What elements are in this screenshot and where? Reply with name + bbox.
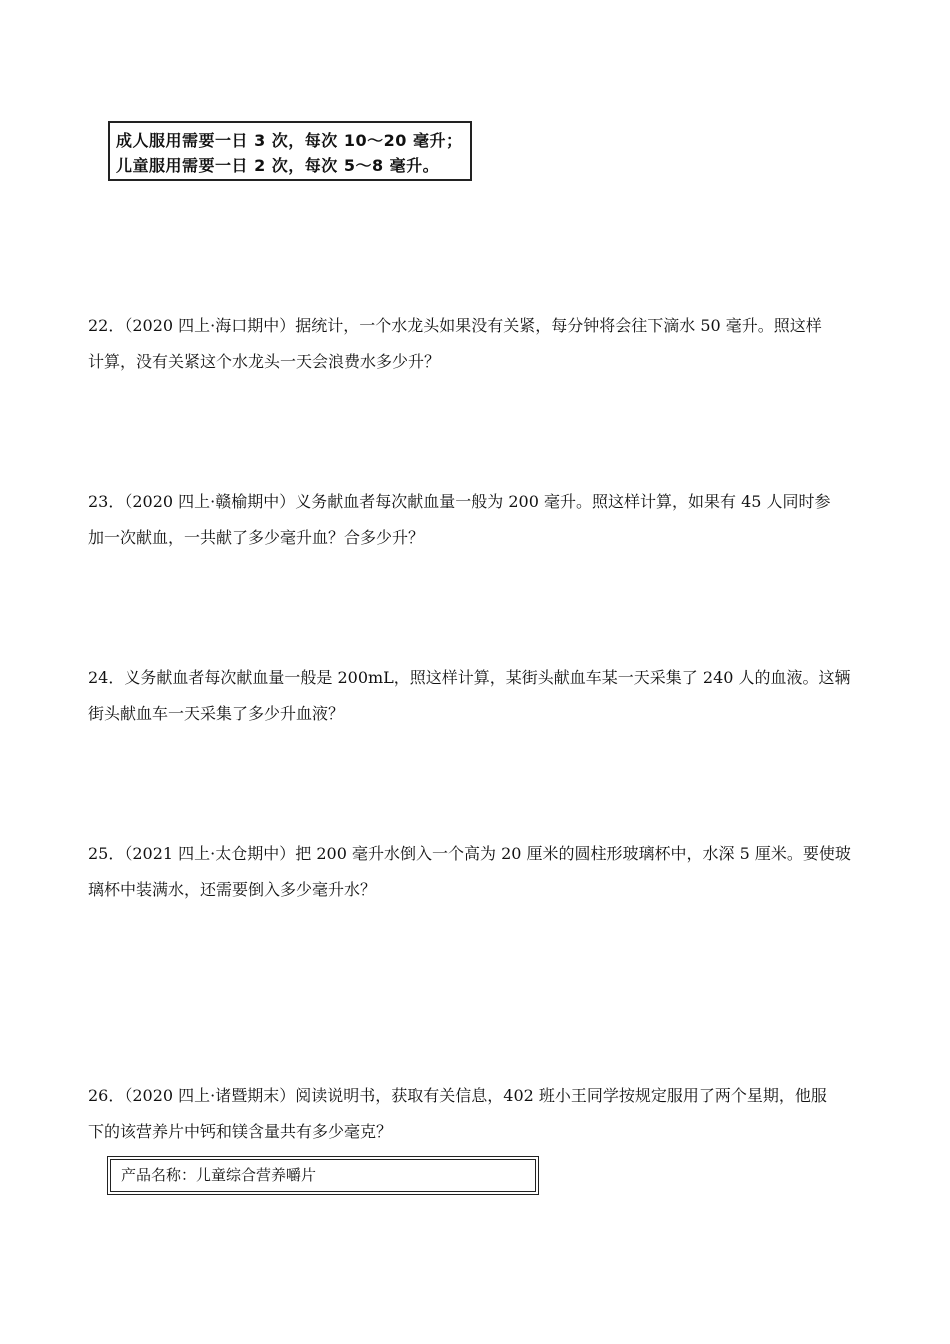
question-text-line1: （2021 四上·太仓期中）把 200 毫升水倒入一个高为 20 厘米的圆柱形玻璃杯中，水深 5 厘米。要使玻 <box>124 844 851 863</box>
question-26 <box>88 1078 868 1150</box>
question-number: 22． <box>88 316 125 335</box>
dosage-child-line: 儿童服用需要一日 2 次，每次 5～8 毫升。 <box>116 156 440 175</box>
question-text-line2: 下的该营养片中钙和镁含量共有多少毫克？ <box>88 1122 393 1141</box>
dosage-adult-line: 成人服用需要一日 3 次，每次 10～20 毫升； <box>116 131 463 150</box>
question-text-line2: 计算，没有关紧这个水龙头一天会浪费水多少升？ <box>88 352 441 371</box>
question-number: 23． <box>88 492 125 511</box>
question-text-line2: 璃杯中装满水，还需要倒入多少毫升水？ <box>88 880 377 899</box>
question-22 <box>88 308 868 380</box>
question-text-line1: 义务献血者每次献血量一般是 200mL，照这样计算，某街头献血车某一天采集了 240 人的血液。这辆 <box>124 668 851 687</box>
question-number: 25． <box>88 844 125 863</box>
question-text-line2: 加一次献血，一共献了多少毫升血？合多少升？ <box>88 528 425 547</box>
dosage-instructions-box <box>108 121 472 181</box>
question-25 <box>88 836 868 908</box>
question-number: 24． <box>88 668 125 687</box>
question-text-line1: （2020 四上·海口期中）据统计，一个水龙头如果没有关紧，每分钟将会往下滴水 50 毫升。照这样 <box>124 316 822 335</box>
question-text-line2: 街头献血车一天采集了多少升血液？ <box>88 704 345 723</box>
product-name-cell: 产品名称：儿童综合营养嚼片 <box>110 1159 536 1192</box>
question-text-line1: （2020 四上·赣榆期中）义务献血者每次献血量一般为 200 毫升。照这样计算，如果有 45 人同时参 <box>124 492 831 511</box>
question-text-line1: （2020 四上·诸暨期末）阅读说明书，获取有关信息，402 班小王同学按规定服用了两个星期，他服 <box>124 1086 827 1105</box>
question-24 <box>88 660 868 732</box>
question-number: 26． <box>88 1086 125 1105</box>
question-23 <box>88 484 868 556</box>
product-info-table <box>107 1156 539 1195</box>
